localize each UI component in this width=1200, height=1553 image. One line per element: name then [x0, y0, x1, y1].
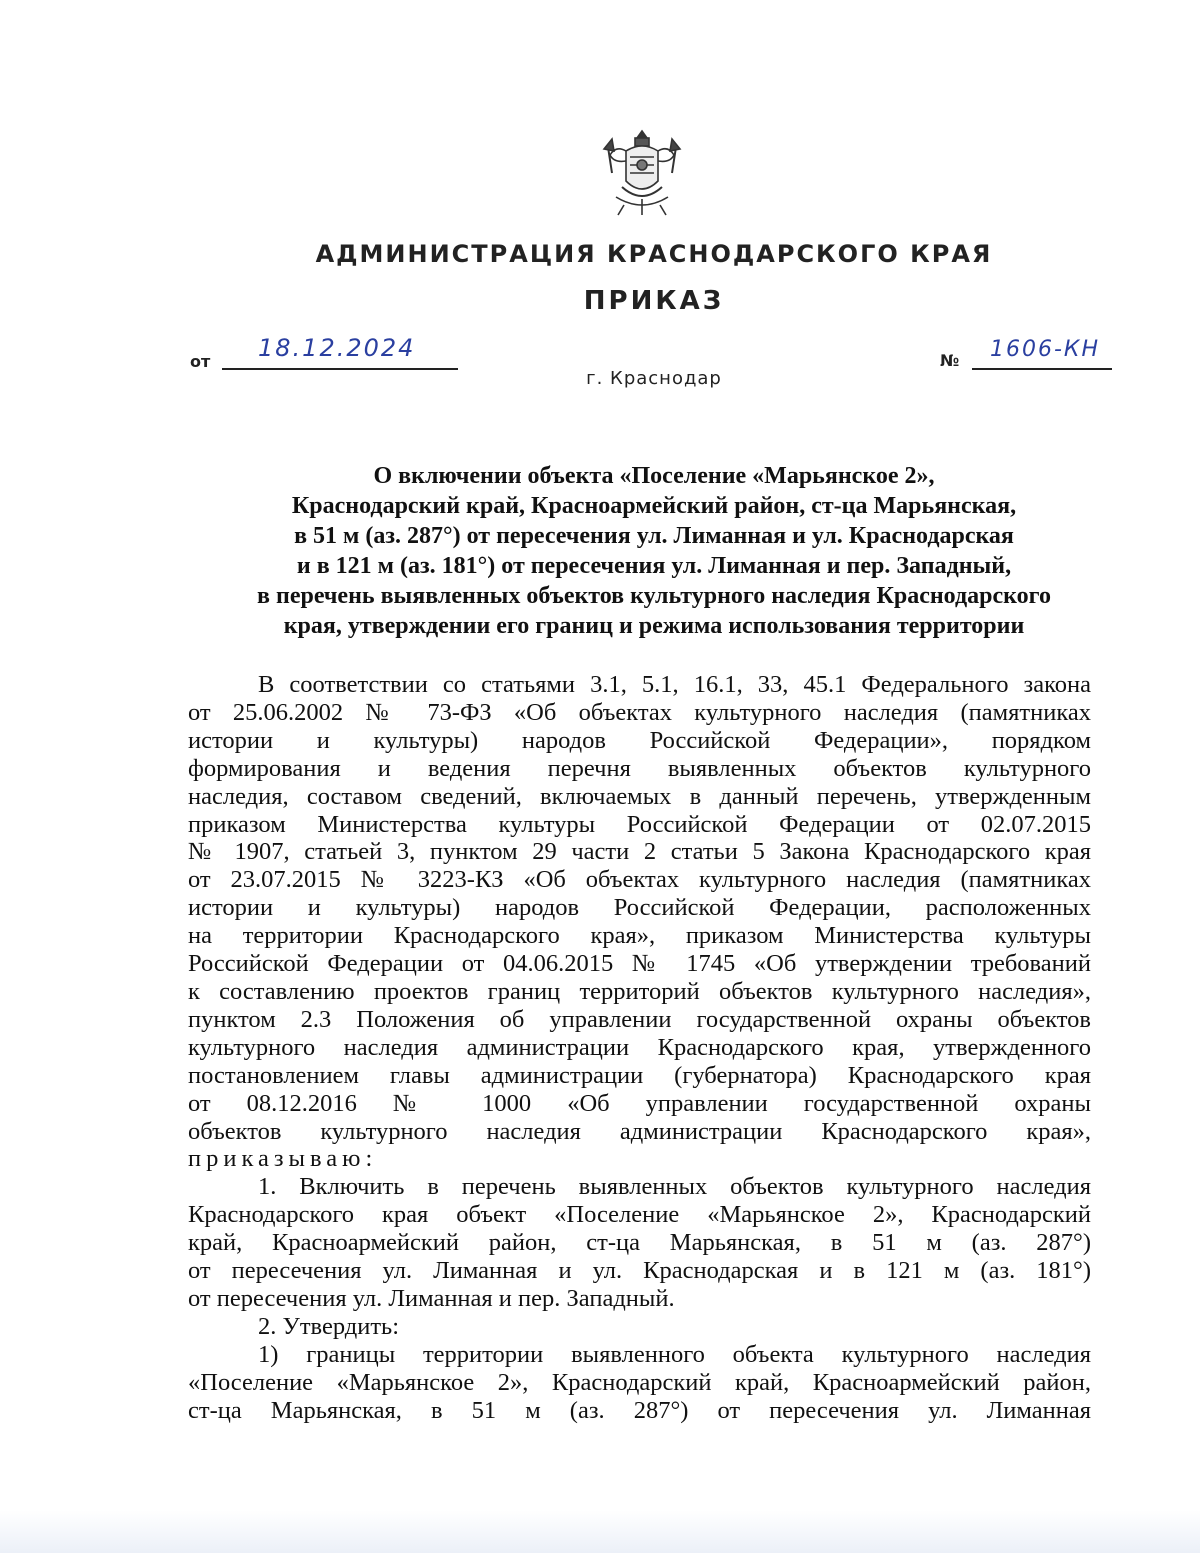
body-line: культурного наследия администрации Краснодарского края, утвержденного — [188, 1033, 1091, 1061]
body-line: приказом Министерства культуры Российской Федерации от 02.07.2015 — [188, 810, 1091, 838]
document-body — [188, 671, 1091, 1424]
title-line: края, утверждении его границ и режима использования территории — [283, 613, 1025, 639]
body-line: от 08.12.2016 № 1000 «Об управлении государственной охраны — [188, 1089, 1091, 1117]
number-handwritten: 1606-КН — [990, 337, 1101, 362]
body-line: В соответствии со статьями 3.1, 5.1, 16.1, 33, 45.1 Федерального закона — [258, 671, 1091, 698]
date-label: от — [190, 352, 211, 371]
body-line: от 23.07.2015 № 3223-КЗ «Об объектах культурного наследия (памятниках — [188, 866, 1091, 894]
body-line: объектов культурного наследия администрации Краснодарского края», — [188, 1117, 1091, 1145]
body-line: «Поселение «Марьянское 2», Краснодарский край, Красноармейский район, — [188, 1368, 1091, 1396]
title-line: Краснодарский край, Красноармейский район, ст-ца Марьянская, — [291, 493, 1017, 519]
body-line: к составлению проектов границ территорий объектов культурного наследия», — [188, 977, 1091, 1005]
number-label: № — [940, 351, 960, 370]
body-line: край, Красноармейский район, ст-ца Марьянская, в 51 м (аз. 287°) — [188, 1229, 1091, 1257]
number-line — [972, 368, 1112, 370]
title-line: и в 121 м (аз. 181°) от пересечения ул. Лиманная и пер. Западный, — [296, 553, 1012, 579]
body-line: истории и культуры) народов Российской Федерации, расположенных — [188, 894, 1091, 922]
body-line: от пересечения ул. Лиманная и пер. Западный. — [188, 1284, 675, 1312]
body-line: 1. Включить в перечень выявленных объектов культурного наследия — [258, 1173, 1091, 1201]
title-line: в 51 м (аз. 287°) от пересечения ул. Лиманная и ул. Краснодарская — [294, 523, 1014, 549]
body-line: от 25.06.2002 № 73-ФЗ «Об объектах культурного наследия (памятниках — [188, 698, 1091, 726]
body-line: от пересечения ул. Лиманная и ул. Краснодарская и в 121 м (аз. 181°) — [188, 1257, 1091, 1285]
body-line: № 1907, статьей 3, пунктом 29 части 2 статьи 5 Закона Краснодарского края — [188, 838, 1091, 866]
title-line: в перечень выявленных объектов культурного наследия Краснодарского — [257, 583, 1051, 609]
body-line: 1) границы территории выявленного объекта культурного наследия — [258, 1340, 1091, 1368]
document-type: ПРИКАЗ — [583, 286, 725, 316]
order-word: приказываю: — [188, 1145, 378, 1173]
body-line: формирования и ведения перечня выявленных объектов культурного — [188, 754, 1091, 782]
title-line: О включении объекта «Поселение «Марьянское 2», — [373, 463, 935, 489]
body-line: истории и культуры) народов Российской Федерации», порядком — [188, 726, 1091, 754]
organization-name: АДМИНИСТРАЦИЯ КРАСНОДАРСКОГО КРАЯ — [315, 240, 993, 268]
body-line: пунктом 2.3 Положения об управлении государственной охраны объектов — [188, 1005, 1091, 1033]
body-line: Российской Федерации от 04.06.2015 № 1745 «Об утверждении требований — [188, 950, 1091, 978]
scan-edge-shade — [0, 1510, 1200, 1553]
body-line: на территории Краснодарского края», приказом Министерства культуры — [188, 922, 1091, 950]
body-line: 2. Утвердить: — [258, 1312, 400, 1340]
date-handwritten: 18.12.2024 — [258, 334, 416, 362]
body-line: Краснодарского края объект «Поселение «Марьянское 2», Краснодарский — [188, 1201, 1091, 1229]
body-line: постановлением главы администрации (губернатора) Краснодарского края — [188, 1061, 1091, 1089]
body-line: ст-ца Марьянская, в 51 м (аз. 287°) от пересечения ул. Лиманная — [188, 1396, 1091, 1424]
city-name: г. Краснодар — [586, 368, 722, 389]
document-title — [170, 461, 1138, 641]
coat-of-arms-icon — [602, 127, 682, 219]
body-line: наследия, составом сведений, включаемых в данный перечень, утвержденным — [188, 782, 1091, 810]
